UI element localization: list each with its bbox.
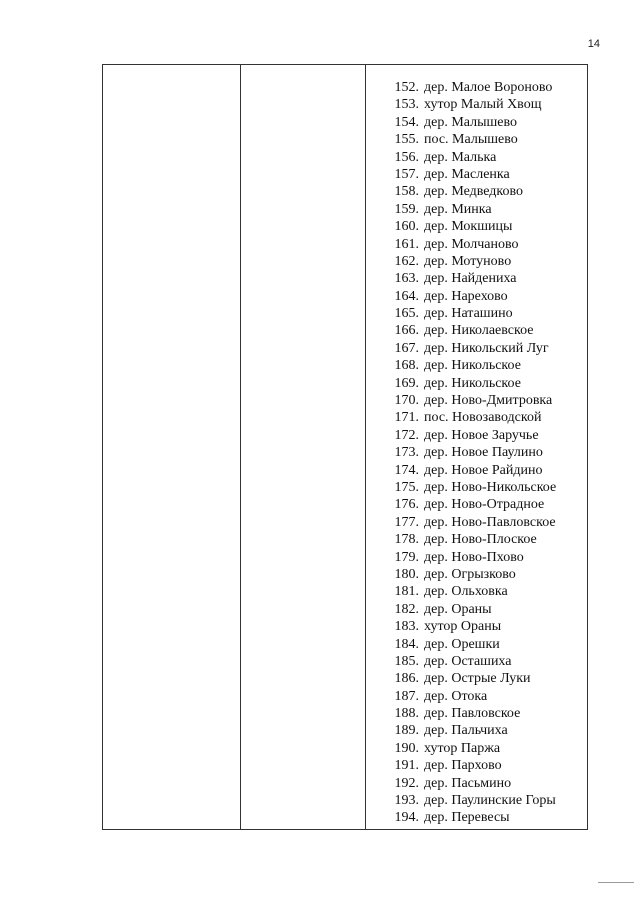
list-item [389,201,556,218]
list-item [389,566,556,583]
item-number: 194. [394,810,419,826]
list-item [389,392,556,409]
list-item [389,96,556,113]
list-item [389,357,556,374]
settlement-name: дер. Новое Райдино [424,462,543,478]
settlement-name: дер. Пархово [424,758,502,774]
settlement-name: дер. Орешки [424,636,500,652]
settlement-name: дер. Нарехово [424,288,508,304]
item-number: 181. [394,584,419,600]
settlement-name: пос. Новозаводской [424,410,542,426]
item-number: 189. [394,723,419,739]
settlement-name: дер. Отока [424,688,488,704]
settlement-name: дер. Николаевское [424,323,534,339]
list-item [389,670,556,687]
list-item [389,792,556,809]
item-number: 152. [394,80,419,95]
item-number: 184. [394,636,419,652]
item-number: 190. [394,740,419,756]
settlement-name: дер. Перевесы [424,810,510,826]
item-number: 170. [394,393,419,409]
list-item [389,166,556,183]
settlement-name: дер. Острые Луки [424,671,531,687]
item-number: 182. [394,601,419,617]
list-item [389,601,556,618]
settlement-name: хутор Паржа [424,740,501,756]
settlement-name: хутор Малый Хвощ [424,97,542,113]
settlement-list [389,79,556,827]
item-number: 179. [394,549,419,565]
settlement-name: дер. Медведково [424,184,524,200]
settlement-name: дер. Новое Заручье [424,427,539,443]
footer-line [598,882,634,883]
list-item [389,775,556,792]
item-number: 178. [394,532,419,548]
list-item [389,757,556,774]
item-number: 157. [394,166,419,182]
item-number: 163. [394,271,419,287]
item-number: 175. [394,479,419,495]
list-item [389,149,556,166]
list-item [389,479,556,496]
list-item [389,340,556,357]
item-number: 162. [394,253,419,269]
list-item [389,305,556,322]
list-item [389,722,556,739]
list-item [389,462,556,479]
item-number: 168. [394,358,419,374]
item-number: 165. [394,306,419,322]
settlement-name: дер. Ново-Дмитровка [424,393,553,409]
settlement-name: дер. Мотуново [424,253,512,269]
settlement-name: дер. Ольховка [424,584,508,600]
settlement-name: дер. Ораны [424,601,492,617]
list-item [389,636,556,653]
settlement-name: дер. Никольское [424,358,521,374]
settlement-name: дер. Ново-Никольское [424,479,557,495]
item-number: 153. [394,97,419,113]
list-item [389,514,556,531]
list-item [389,618,556,635]
item-number: 158. [394,184,419,200]
item-number: 173. [394,445,419,461]
item-number: 185. [394,653,419,669]
item-number: 192. [394,775,419,791]
item-number: 167. [394,340,419,356]
item-number: 180. [394,566,419,582]
item-number: 154. [394,114,419,130]
list-item [389,496,556,513]
settlement-name: дер. Молчаново [424,236,519,252]
settlement-name: дер. Пальчиха [424,723,508,739]
item-number: 183. [394,619,419,635]
item-number: 155. [394,132,419,148]
list-item [389,409,556,426]
item-number: 164. [394,288,419,304]
item-number: 160. [394,219,419,235]
list-item [389,531,556,548]
item-number: 172. [394,427,419,443]
list-item [389,444,556,461]
list-item [389,79,556,96]
settlement-name: дер. Никольское [424,375,521,391]
settlement-name: дер. Найдениха [424,271,517,287]
list-item [389,549,556,566]
list-item [389,740,556,757]
list-item [389,375,556,392]
list-item [389,183,556,200]
list-item [389,253,556,270]
settlement-name: дер. Ново-Пхово [424,549,524,565]
list-item [389,288,556,305]
list-item [389,114,556,131]
list-item [389,427,556,444]
settlement-name: дер. Мокшицы [424,219,513,235]
list-item [389,131,556,148]
item-number: 171. [394,410,419,426]
settlement-name: дер. Паулинские Горы [424,793,556,809]
settlement-name: дер. Новое Паулино [424,445,543,461]
settlement-name: дер. Малька [424,149,497,165]
item-number: 169. [394,375,419,391]
settlement-name: дер. Наташино [424,306,513,322]
item-number: 156. [394,149,419,165]
list-item [389,236,556,253]
settlement-name: дер. Огрызково [424,566,516,582]
settlement-name: дер. Малое Вороново [424,80,553,95]
list-item [389,653,556,670]
item-number: 174. [394,462,419,478]
settlements-table [102,64,588,830]
settlement-name: хутор Ораны [424,619,502,635]
settlement-name: дер. Пасьмино [424,775,512,791]
settlement-name: дер. Никольский Луг [424,340,549,356]
item-number: 187. [394,688,419,704]
item-number: 176. [394,497,419,513]
list-item [389,705,556,722]
list-item [389,218,556,235]
settlement-name: пос. Малышево [424,132,518,148]
item-number: 191. [394,758,419,774]
list-item [389,270,556,287]
settlement-name: дер. Ново-Павловское [424,514,556,530]
item-number: 161. [394,236,419,252]
settlement-name: дер. Минка [424,201,492,217]
item-number: 193. [394,793,419,809]
item-number: 188. [394,706,419,722]
list-item [389,809,556,826]
settlement-name: дер. Малышево [424,114,518,130]
table-column-divider [240,65,241,829]
item-number: 166. [394,323,419,339]
item-number: 177. [394,514,419,530]
settlement-name: дер. Ново-Отрадное [424,497,545,513]
settlement-name: дер. Павловское [424,706,521,722]
list-item [389,688,556,705]
list-item [389,583,556,600]
item-number: 186. [394,671,419,687]
page-number: 14 [587,38,600,50]
settlement-name: дер. Осташиха [424,653,512,669]
item-number: 159. [394,201,419,217]
table-column-divider [365,65,366,829]
settlement-name: дер. Ново-Плоское [424,532,537,548]
settlement-name: дер. Масленка [424,166,510,182]
list-item [389,322,556,339]
